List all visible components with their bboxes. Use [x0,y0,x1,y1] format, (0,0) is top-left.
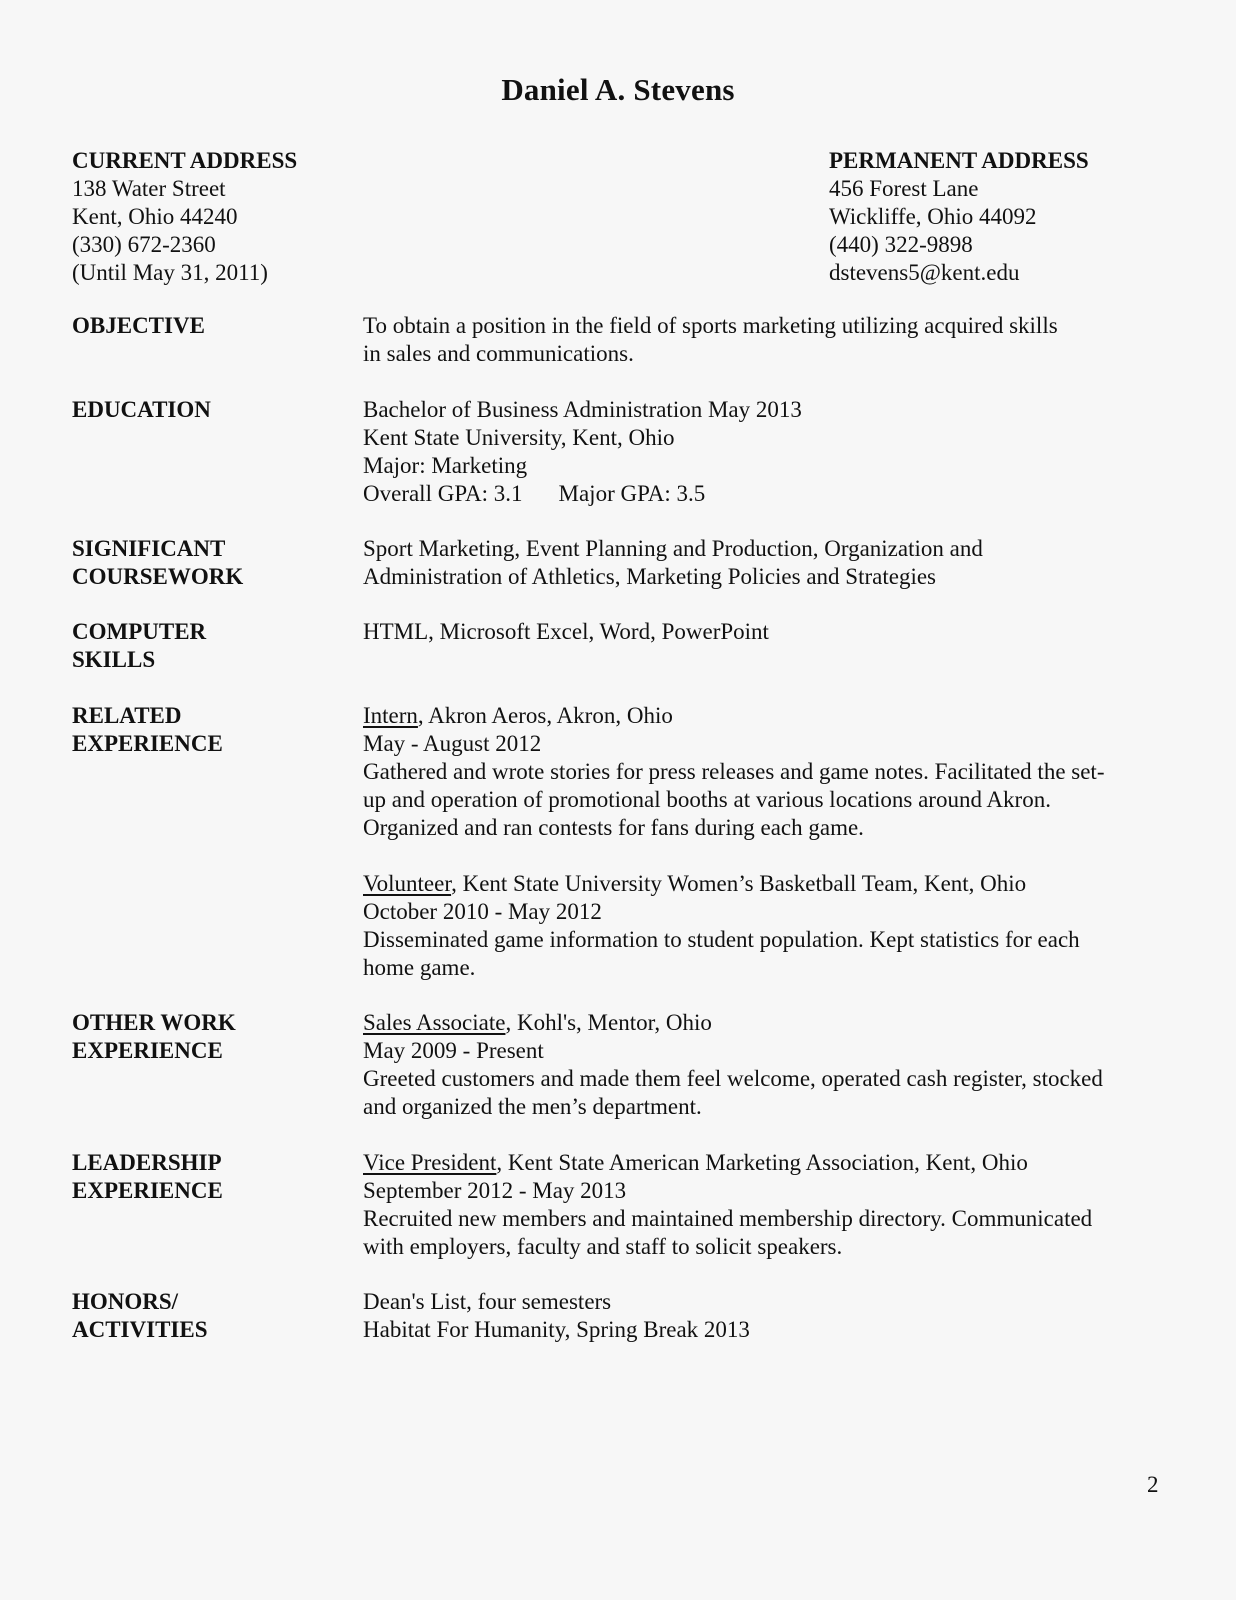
leadership-body [363,1149,1163,1261]
job-org: , Akron Aeros, Akron, Ohio [417,703,673,728]
honors-label-line: HONORS/ [72,1289,179,1314]
job-desc-line: Greeted customers and made them feel welcome, operated cash register, stocked [363,1066,1103,1091]
job-role: Vice President [363,1150,497,1175]
leadership-label [72,1149,352,1205]
honors-label [72,1288,352,1344]
permanent-address-heading: PERMANENT ADDRESS [829,148,1089,173]
job-desc-line: Recruited new members and maintained membership directory. Communicated [363,1206,1093,1231]
leadership-label-line: EXPERIENCE [72,1178,223,1203]
job-desc-line: Organized and ran contests for fans during each game. [363,815,864,840]
current-address-note: (Until May 31, 2011) [72,260,268,285]
education-major: Major: Marketing [363,453,528,478]
coursework-label-line: COURSEWORK [72,564,244,589]
overall-gpa: Overall GPA: 3.1 [363,481,523,506]
objective-label: OBJECTIVE [72,313,205,338]
job-title-line [363,1149,1163,1177]
other-experience-label-line: OTHER WORK [72,1010,236,1035]
job-desc-line: with employers, faculty and staff to solicit speakers. [363,1234,843,1259]
coursework-body [363,535,1163,591]
page-number: 2 [1147,1472,1159,1497]
other-experience-body [363,1009,1163,1121]
job-org: , Kent State American Marketing Association, Kent, Ohio [496,1150,1028,1175]
job-desc-line: home game. [363,955,476,980]
coursework-label-line: SIGNIFICANT [72,536,226,561]
honors-label-line: ACTIVITIES [72,1317,208,1342]
job-role: Intern [363,703,418,728]
objective-line: To obtain a position in the field of sports marketing utilizing acquired skills [363,313,1058,338]
computer-skills-label-line: SKILLS [72,647,156,672]
coursework-label [72,535,352,591]
current-address-phone: (330) 672-2360 [72,232,216,257]
current-address-city: Kent, Ohio 44240 [72,204,238,229]
job-desc-line: and organized the men’s department. [363,1094,702,1119]
computer-skills-text: HTML, Microsoft Excel, Word, PowerPoint [363,619,769,644]
major-gpa: Major GPA: 3.5 [558,481,706,506]
permanent-address-city: Wickliffe, Ohio 44092 [829,204,1037,229]
permanent-address-block [829,147,1089,287]
current-address-heading: CURRENT ADDRESS [72,148,298,173]
job-dates: May - August 2012 [363,731,542,756]
other-experience-label-line: EXPERIENCE [72,1038,223,1063]
resume-name: Daniel A. Stevens [501,72,735,107]
job-title-line [363,1009,1163,1037]
permanent-address-street: 456 Forest Lane [829,176,979,201]
job-desc-line: Disseminated game information to student population. Kept statistics for each [363,927,1080,952]
other-experience-label [72,1009,352,1065]
coursework-line: Administration of Athletics, Marketing Policies and Strategies [363,564,936,589]
job-org: , Kohl's, Mentor, Ohio [505,1010,712,1035]
computer-skills-label [72,618,352,674]
computer-skills-label-line: COMPUTER [72,619,207,644]
education-body [363,396,1163,508]
education-label: EDUCATION [72,397,211,422]
education-school: Kent State University, Kent, Ohio [363,425,675,450]
job-title-line [363,870,1163,898]
honors-line: Habitat For Humanity, Spring Break 2013 [363,1317,750,1342]
related-experience-label-line: RELATED [72,703,182,728]
job-dates: September 2012 - May 2013 [363,1178,627,1203]
computer-skills-body [363,618,1163,646]
job-dates: October 2010 - May 2012 [363,899,602,924]
job-org: , Kent State University Women’s Basketball Team, Kent, Ohio [451,871,1027,896]
current-address-street: 138 Water Street [72,176,226,201]
honors-line: Dean's List, four semesters [363,1289,612,1314]
permanent-address-email: dstevens5@kent.edu [829,260,1020,285]
job-desc-line: Gathered and wrote stories for press releases and game notes. Facilitated the set- [363,759,1105,784]
objective-line: in sales and communications. [363,341,634,366]
coursework-line: Sport Marketing, Event Planning and Production, Organization and [363,536,983,561]
related-experience-body [363,702,1163,982]
related-experience-label [72,702,352,758]
related-experience-label-line: EXPERIENCE [72,731,223,756]
job-desc-line: up and operation of promotional booths at various locations around Akron. [363,787,1051,812]
job-title-line [363,702,1163,730]
job-dates: May 2009 - Present [363,1038,544,1063]
objective-body [363,312,1163,368]
leadership-label-line: LEADERSHIP [72,1150,222,1175]
job-role: Volunteer [363,871,452,896]
job-role: Sales Associate [363,1010,506,1035]
current-address-block [72,147,297,287]
education-gpa-row [363,480,1163,508]
honors-body [363,1288,1163,1344]
education-degree: Bachelor of Business Administration May 2013 [363,397,802,422]
permanent-address-phone: (440) 322-9898 [829,232,973,257]
